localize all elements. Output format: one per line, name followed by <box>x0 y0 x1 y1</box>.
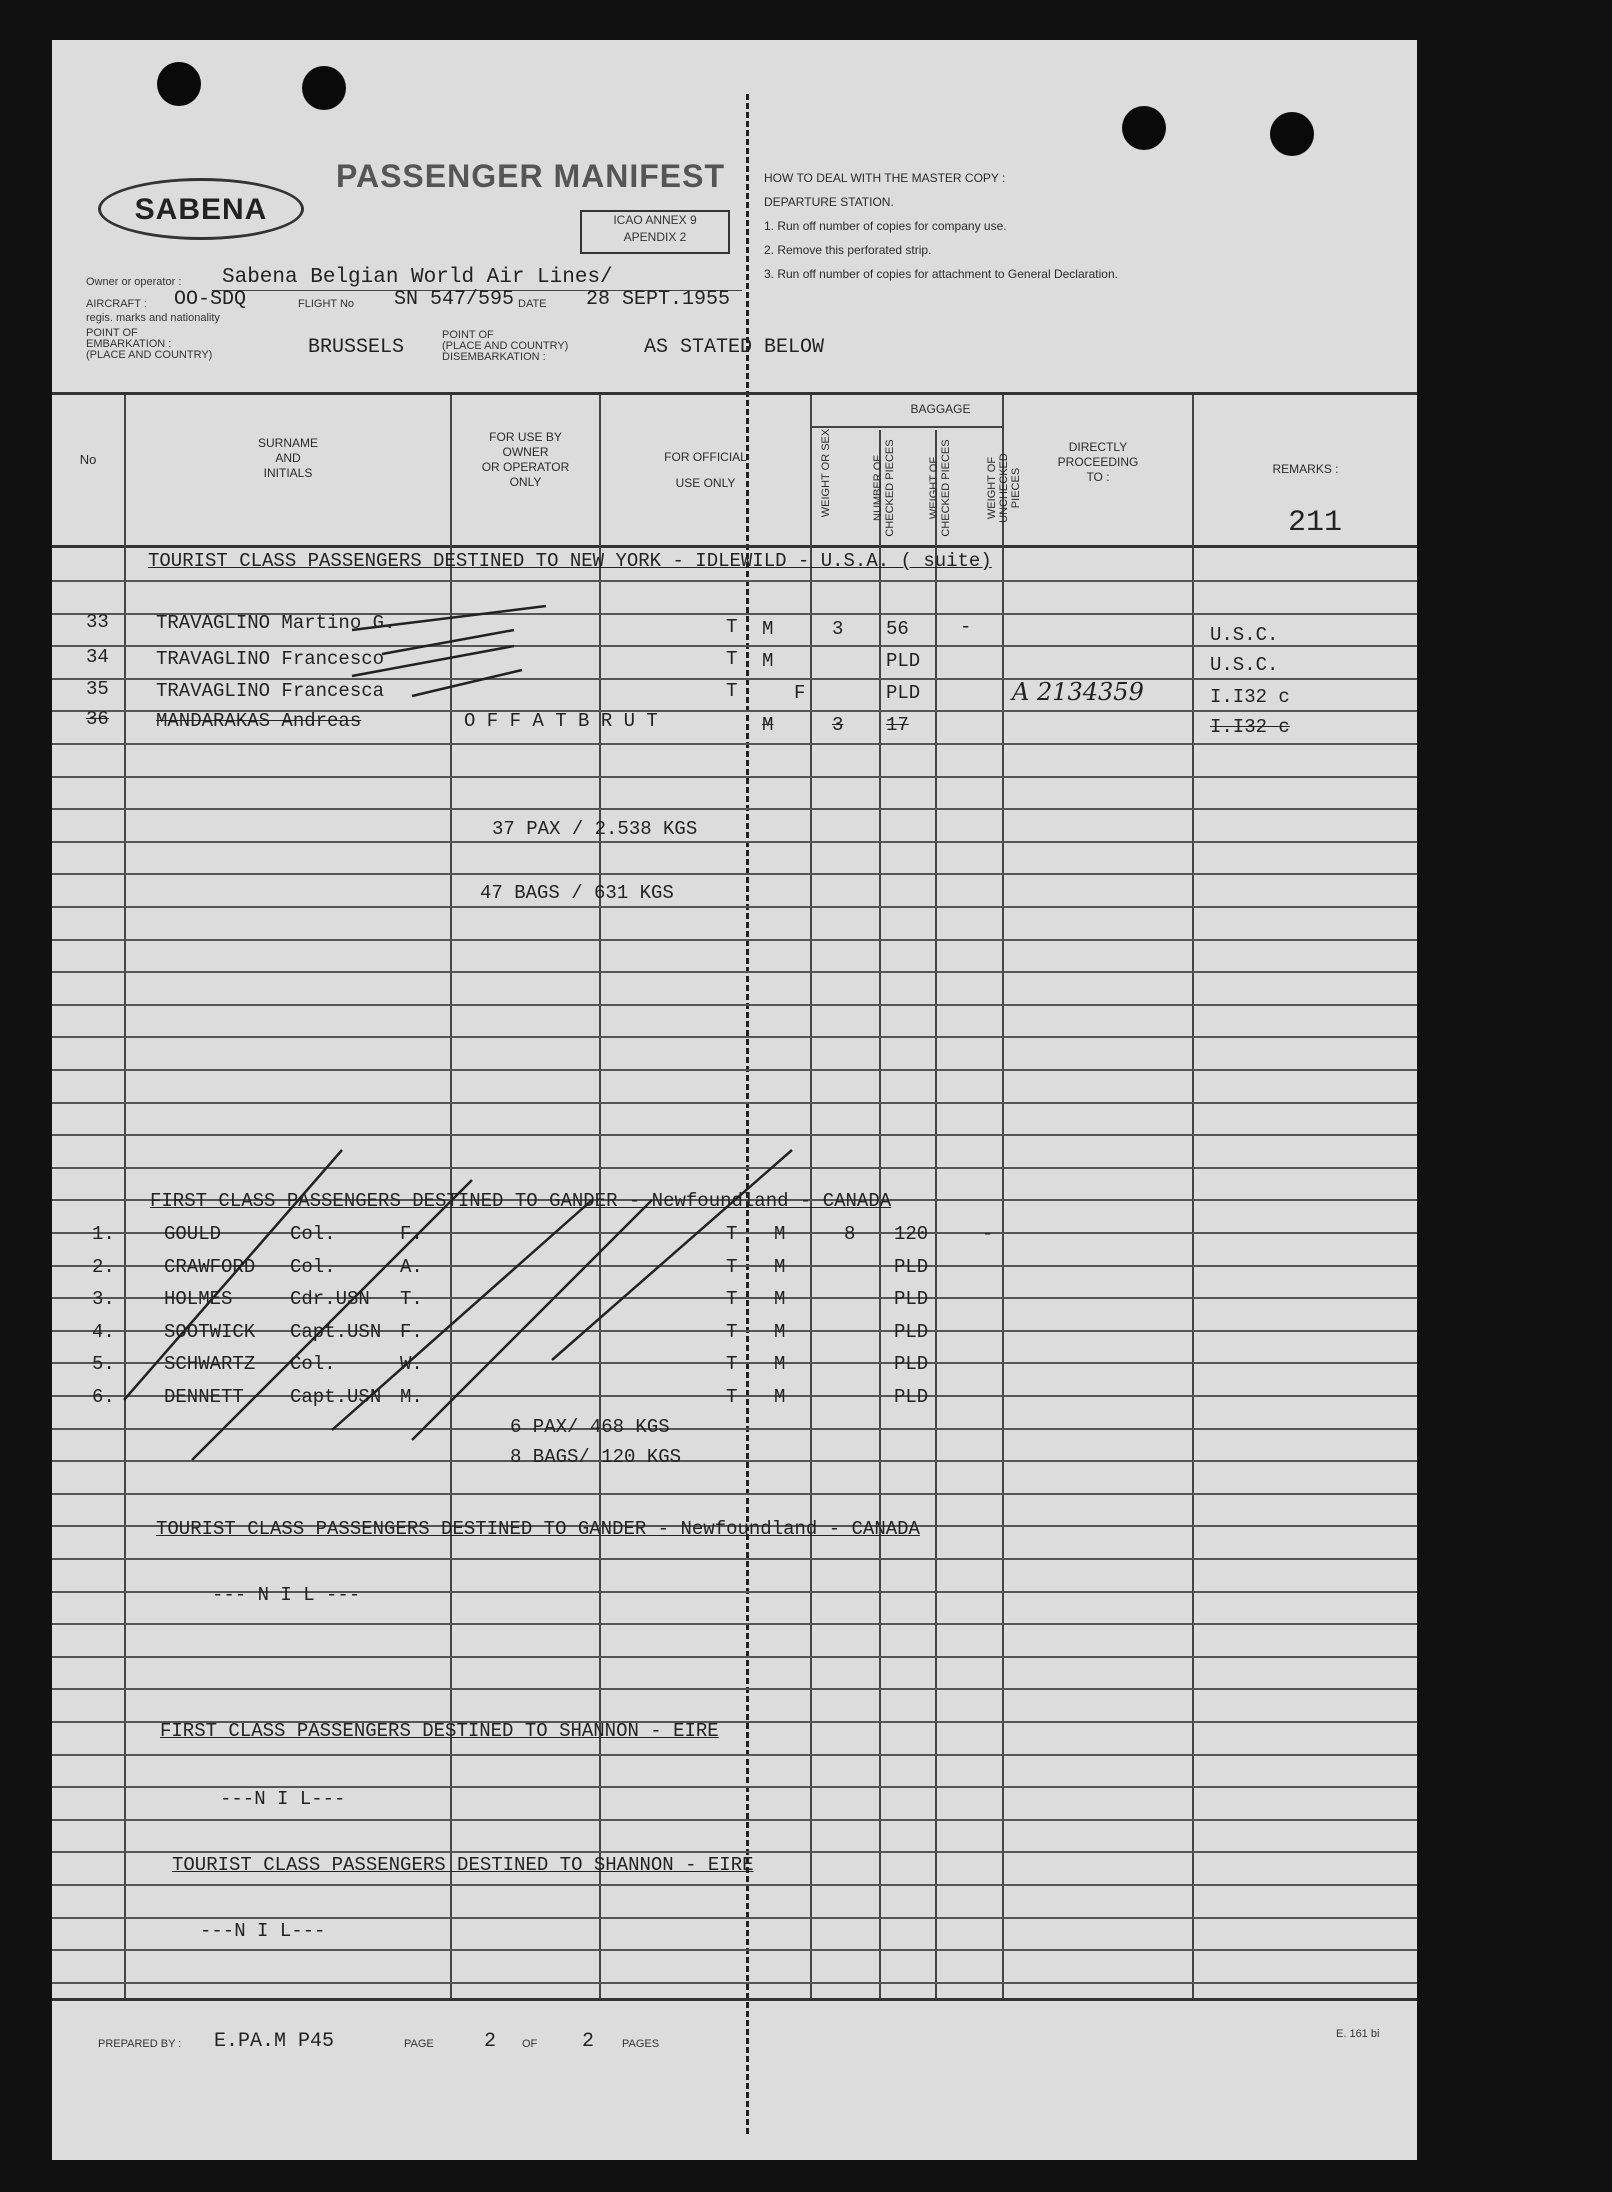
passenger-name: SOOTWICK <box>164 1321 256 1343</box>
perforation-line <box>746 94 749 2134</box>
nil-entry: --- N I L --- <box>212 1584 361 1606</box>
passenger-title: Col. <box>290 1256 336 1278</box>
class: T <box>726 1321 738 1343</box>
checked-pieces: 3 <box>832 714 844 736</box>
passenger-title: Cdr.USN <box>290 1288 370 1310</box>
section-heading: TOURIST CLASS PASSENGERS DESTINED TO SHANNON - EIRE <box>172 1854 754 1876</box>
passenger-initial: M. <box>400 1386 423 1408</box>
row-no: 5. <box>92 1353 115 1375</box>
form-code: E. 161 bi <box>1336 2028 1380 2040</box>
page-value: 2 <box>484 2030 497 2053</box>
stroke <box>552 1150 792 1360</box>
manifest-sheet <box>52 40 1417 2160</box>
sex: M <box>762 714 774 736</box>
page-title: PASSENGER MANIFEST <box>336 158 725 194</box>
aircraft-value: OO-SDQ <box>174 288 247 311</box>
row-line <box>52 1884 1417 1886</box>
of-label: OF <box>522 2038 538 2050</box>
remarks: U.S.C. <box>1210 624 1279 646</box>
table-bottom-border <box>52 1998 1417 2001</box>
row-line <box>52 1656 1417 1658</box>
row-line <box>52 1460 1417 1462</box>
row-line <box>52 873 1417 875</box>
passenger-name: GOULD <box>164 1223 222 1245</box>
nil-entry: ---N I L--- <box>220 1788 346 1810</box>
row-no: 35 <box>86 678 109 700</box>
totals-bags: 8 BAGS/ 120 KGS <box>510 1446 682 1468</box>
col-header-checked-pieces: NUMBER OF CHECKED PIECES <box>872 439 896 537</box>
disembarkation-value: AS STATED BELOW <box>644 336 825 359</box>
passenger-name: MANDARAKAS Andreas <box>156 710 362 732</box>
directly-proceeding: A 2134359 <box>1012 678 1144 706</box>
class: T <box>726 1223 738 1245</box>
embarkation-value: BRUSSELS <box>308 336 405 359</box>
passenger-initial: F. <box>400 1321 423 1343</box>
section-heading: FIRST CLASS PASSENGERS DESTINED TO SHANNON - EIRE <box>160 1720 719 1742</box>
nil-entry: ---N I L--- <box>200 1920 326 1942</box>
flight-label: FLIGHT No <box>298 298 355 310</box>
table-top-border <box>52 392 1417 395</box>
stroke <box>412 1200 652 1440</box>
row-line <box>52 1167 1417 1169</box>
stroke <box>382 630 514 654</box>
row-line <box>52 1036 1417 1038</box>
sex: M <box>774 1288 786 1310</box>
checked-weight: PLD <box>894 1386 929 1408</box>
class: T <box>726 616 738 638</box>
checked-weight: PLD <box>894 1288 929 1310</box>
passenger-initial: W. <box>400 1353 423 1375</box>
totals-pax: 37 PAX / 2.538 KGS <box>492 818 698 840</box>
totals-pax: 6 PAX/ 468 KGS <box>510 1416 670 1438</box>
unchecked-weight: - <box>982 1223 994 1245</box>
checked-weight: 17 <box>886 714 909 736</box>
passenger-title: Capt.USN <box>290 1321 382 1343</box>
passenger-initial: A. <box>400 1256 423 1278</box>
class: T <box>726 648 738 670</box>
checked-weight: PLD <box>894 1256 929 1278</box>
unchecked-weight: - <box>960 616 972 638</box>
sex: M <box>774 1223 786 1245</box>
col-header-directly: DIRECTLY PROCEEDING TO : <box>1057 440 1139 484</box>
passenger-name: TRAVAGLINO Francesco <box>156 648 385 670</box>
checked-weight: PLD <box>894 1321 929 1343</box>
aircraft-sublabel: regis. marks and nationality <box>86 312 220 324</box>
col-line <box>935 430 937 1998</box>
instructions-block: HOW TO DEAL WITH THE MASTER COPY : DEPARTURE STATION. 1. Run off number of copies for company use. 2. Remove this perforated strip. 3. Run off number of copies for attachment to General Declaration. <box>764 171 1118 281</box>
row-line <box>52 1819 1417 1821</box>
class: T <box>726 1353 738 1375</box>
sex: M <box>774 1353 786 1375</box>
punch-hole <box>157 62 201 106</box>
sex: M <box>774 1386 786 1408</box>
passenger-title: Capt.USN <box>290 1386 382 1408</box>
owner-label: Owner or operator : <box>86 276 182 288</box>
sex: M <box>774 1321 786 1343</box>
checked-weight: PLD <box>886 682 921 704</box>
pages-label: PAGES <box>622 2038 660 2050</box>
table-header-bottom <box>52 545 1417 548</box>
passenger-initial: T. <box>400 1288 423 1310</box>
row-line <box>52 1069 1417 1071</box>
checked-weight: 120 <box>894 1223 929 1245</box>
passenger-name: DENNETT <box>164 1386 244 1408</box>
row-line <box>52 1428 1417 1430</box>
passenger-name: SCHWARTZ <box>164 1353 256 1375</box>
passenger-name: CRAWFORD <box>164 1256 256 1278</box>
checked-pieces: 8 <box>844 1223 856 1245</box>
row-no: 3. <box>92 1288 115 1310</box>
punch-hole <box>1270 112 1314 156</box>
passenger-title: Col. <box>290 1353 336 1375</box>
baggage-divider <box>810 426 1002 428</box>
row-line <box>52 1134 1417 1136</box>
row-line <box>52 1623 1417 1625</box>
off-note: O F F A T B R U T <box>464 710 658 732</box>
col-line <box>124 395 126 1998</box>
disembarkation-label: POINT OF (PLACE AND COUNTRY) DISEMBARKATION : <box>442 329 569 363</box>
row-line <box>52 1004 1417 1006</box>
totals-bags: 47 BAGS / 631 KGS <box>480 882 674 904</box>
stroke <box>192 1180 472 1460</box>
class: T <box>726 1386 738 1408</box>
col-header-no: No <box>79 452 97 467</box>
row-line <box>52 1851 1417 1853</box>
row-line <box>52 939 1417 941</box>
sex: M <box>762 650 774 672</box>
prepared-label: PREPARED BY : <box>98 2038 182 2050</box>
remarks: U.S.C. <box>1210 654 1279 676</box>
date-value: 28 SEPT.1955 <box>586 288 731 311</box>
of-value: 2 <box>582 2030 595 2053</box>
sex: F <box>794 682 806 704</box>
page-label: PAGE <box>404 2038 434 2050</box>
row-line <box>52 971 1417 973</box>
class: T <box>726 1256 738 1278</box>
row-line <box>52 1917 1417 1919</box>
flight-value: SN 547/595 <box>394 288 515 311</box>
row-line <box>52 808 1417 810</box>
col-header-surname: SURNAME AND INITIALS <box>257 436 318 480</box>
passenger-initial: F. <box>400 1223 423 1245</box>
checked-pieces: 3 <box>832 618 844 640</box>
section-heading: TOURIST CLASS PASSENGERS DESTINED TO GANDER - Newfoundland - CANADA <box>156 1518 920 1540</box>
embarkation-label: POINT OF EMBARKATION : (PLACE AND COUNTRY) <box>86 327 213 361</box>
passenger-name: TRAVAGLINO Martino G. <box>156 612 396 634</box>
col-header-remarks: REMARKS : <box>1272 462 1339 476</box>
row-no: 6. <box>92 1386 115 1408</box>
col-header-checked-weight: WEIGHT OF CHECKED PIECES <box>928 439 952 537</box>
checked-weight: PLD <box>894 1353 929 1375</box>
passenger-name: HOLMES <box>164 1288 233 1310</box>
punch-hole <box>302 66 346 110</box>
row-line <box>52 1102 1417 1104</box>
remarks: I.I32 c <box>1210 686 1290 708</box>
icao-box: ICAO ANNEX 9 APENDIX 2 <box>580 210 730 254</box>
col-header-baggage: BAGGAGE <box>910 402 971 416</box>
row-line <box>52 580 1417 582</box>
col-header-official-use: FOR OFFICIAL USE ONLY <box>664 450 747 490</box>
row-line <box>52 1982 1417 1984</box>
section-heading: FIRST CLASS PASSENGERS DESTINED TO GANDER - Newfoundland - CANADA <box>150 1190 892 1212</box>
date-label: DATE <box>518 298 547 310</box>
section-heading: TOURIST CLASS PASSENGERS DESTINED TO NEW YORK - IDLEWILD - U.S.A. ( suite) <box>148 550 992 572</box>
row-no: 34 <box>86 646 109 668</box>
row-line <box>52 906 1417 908</box>
row-no: 1. <box>92 1223 115 1245</box>
row-line <box>52 743 1417 745</box>
col-line <box>1192 395 1194 1998</box>
class: T <box>726 680 738 702</box>
checked-weight: PLD <box>886 650 921 672</box>
remarks-number: 211 <box>1288 506 1343 540</box>
row-line <box>52 1688 1417 1690</box>
passenger-title: Col. <box>290 1223 336 1245</box>
row-line <box>52 1949 1417 1951</box>
row-line <box>52 1558 1417 1560</box>
checked-weight: 56 <box>886 618 909 640</box>
row-line <box>52 841 1417 843</box>
col-header-weight-sex: WEIGHT OR SEX <box>820 428 832 518</box>
row-line <box>52 1493 1417 1495</box>
punch-hole <box>1122 106 1166 150</box>
row-no: 2. <box>92 1256 115 1278</box>
col-header-owner-use: FOR USE BY OWNER OR OPERATOR ONLY <box>481 430 570 489</box>
col-header-unchecked-weight: WEIGHT OF UNCHECKED PIECES <box>986 453 1022 523</box>
row-no: 4. <box>92 1321 115 1343</box>
row-line <box>52 776 1417 778</box>
row-no: 36 <box>86 708 109 730</box>
stroke <box>412 670 522 696</box>
sex: M <box>774 1256 786 1278</box>
passenger-name: TRAVAGLINO Francesca <box>156 680 385 702</box>
prepared-value: E.PA.M P45 <box>214 2030 335 2053</box>
col-line <box>879 430 881 1998</box>
owner-value: Sabena Belgian World Air Lines/ <box>222 266 613 289</box>
aircraft-label: AIRCRAFT : <box>86 298 147 310</box>
row-line <box>52 1754 1417 1756</box>
sabena-logo: SABENA <box>98 178 304 240</box>
remarks: I.I32 c <box>1210 716 1290 738</box>
row-no: 33 <box>86 611 109 633</box>
col-line <box>1002 395 1004 1998</box>
class: T <box>726 1288 738 1310</box>
sex: M <box>762 618 774 640</box>
